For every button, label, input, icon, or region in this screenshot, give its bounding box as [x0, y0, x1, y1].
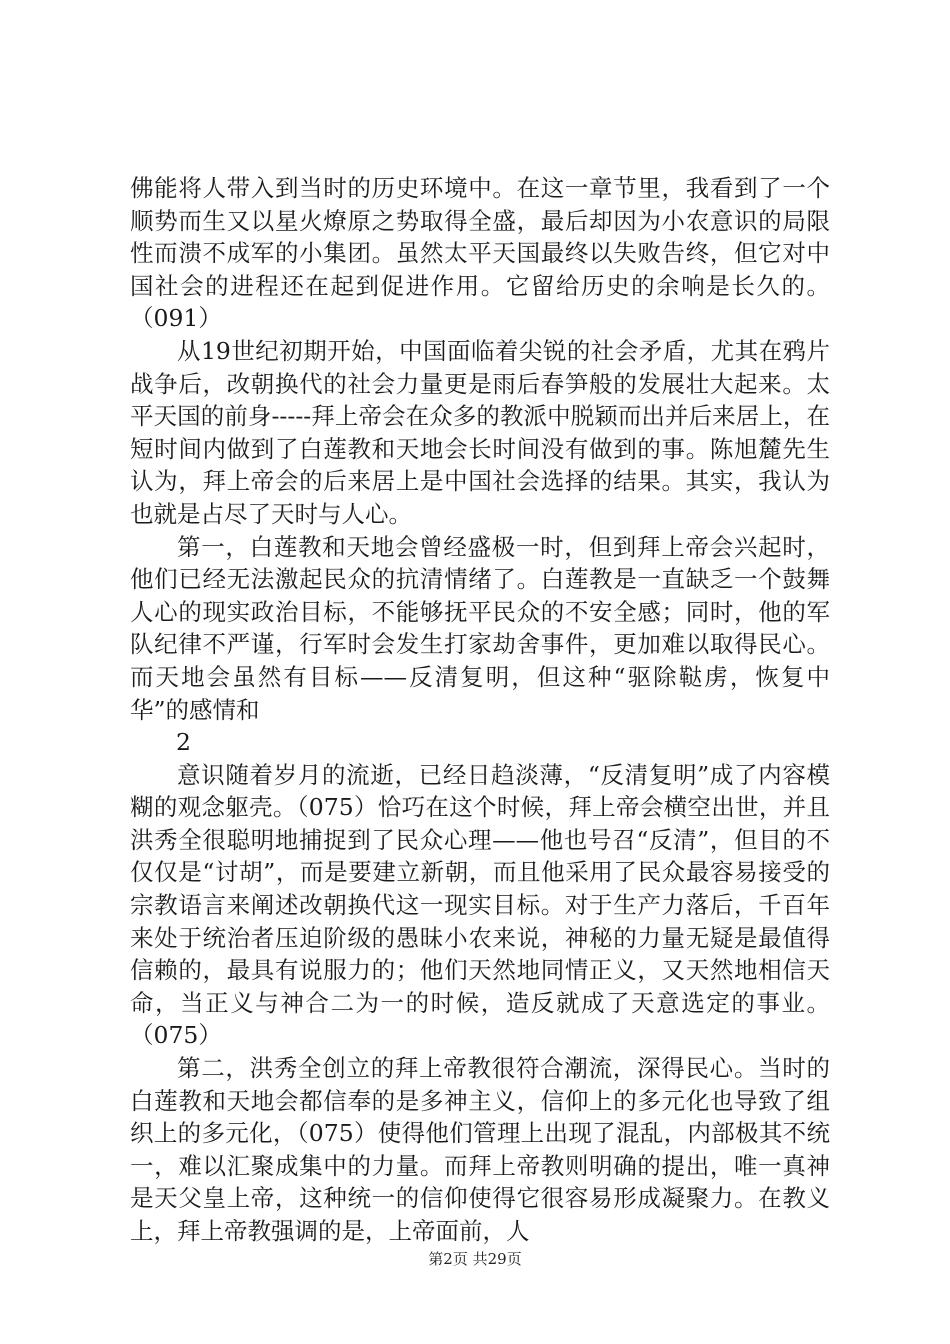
paragraph-3: 第一，白莲教和天地会曾经盛极一时，但到拜上帝会兴起时，他们已经无法激起民众的抗清情绪了。白莲教是一直缺乏一个鼓舞人心的现实政治目标，不能够抚平民众的不安全感；同时，他的军队纪律不严谨，行军时会发生打家劫舍事件，更加难以取得民心。而天地会虽然有目标——反清复明，但这种“驱除鞑虏，恢复中华”的感情和	[130, 532, 830, 724]
document-body	[130, 172, 830, 1248]
paragraph-5: 第二，洪秀全创立的拜上帝教很符合潮流，深得民心。当时的白莲教和天地会都信奉的是多神主义，信仰上的多元化也导致了组织上的多元化，（075）使得他们管理上出现了混乱，内部极其不统一，难以汇聚成集中的力量。而拜上帝教则明确的提出，唯一真神是天父皇上帝，这种统一的信仰使得它很容易形成凝聚力。在教义上，拜上帝教强调的是，上帝面前，人	[130, 1054, 830, 1245]
inline-page-number: 2	[176, 728, 191, 757]
page-footer: 第2页 共29页	[428, 1250, 522, 1268]
paragraph-4: 意识随着岁月的流逝，已经日趋淡薄，“反清复明”成了内容模糊的观念躯壳。（075）恰巧在这个时候，拜上帝会横空出世，并且洪秀全很聪明地捕捉到了民众心理——他也号召“反清”，但目的不仅仅是“讨胡”，而是要建立新朝，而且他采用了民众最容易接受的宗教语言来阐述改朝换代这一现实目标。对于生产力落后，千百年来处于统治者压迫阶级的愚昧小农来说，神秘的力量无疑是最值得信赖的，最具有说服力的；他们天然地同情正义，又天然地相信天命，当正义与神合二为一的时候，造反就成了天意选定的事业。（075）	[130, 760, 830, 1050]
paragraph-2: 从19世纪初期开始，中国面临着尖锐的社会矛盾，尤其在鸦片战争后，改朝换代的社会力量更是雨后春笋般的发展壮大起来。太平天国的前身-----拜上帝会在众多的教派中脱颖而出并后来居上，在短时间内做到了白莲教和天地会长时间没有做到的事。陈旭麓先生认为，拜上帝会的后来居上是中国社会选择的结果。其实，我认为也就是占尽了天时与人心。	[130, 336, 830, 528]
paragraph-1: 佛能将人带入到当时的历史环境中。在这一章节里，我看到了一个顺势而生又以星火燎原之势取得全盛，最后却因为小农意识的局限性而溃不成军的小集团。虽然太平天国最终以失败告终，但它对中国社会的进程还在起到促进作用。它留给历史的余响是长久的。（091）	[130, 174, 830, 333]
